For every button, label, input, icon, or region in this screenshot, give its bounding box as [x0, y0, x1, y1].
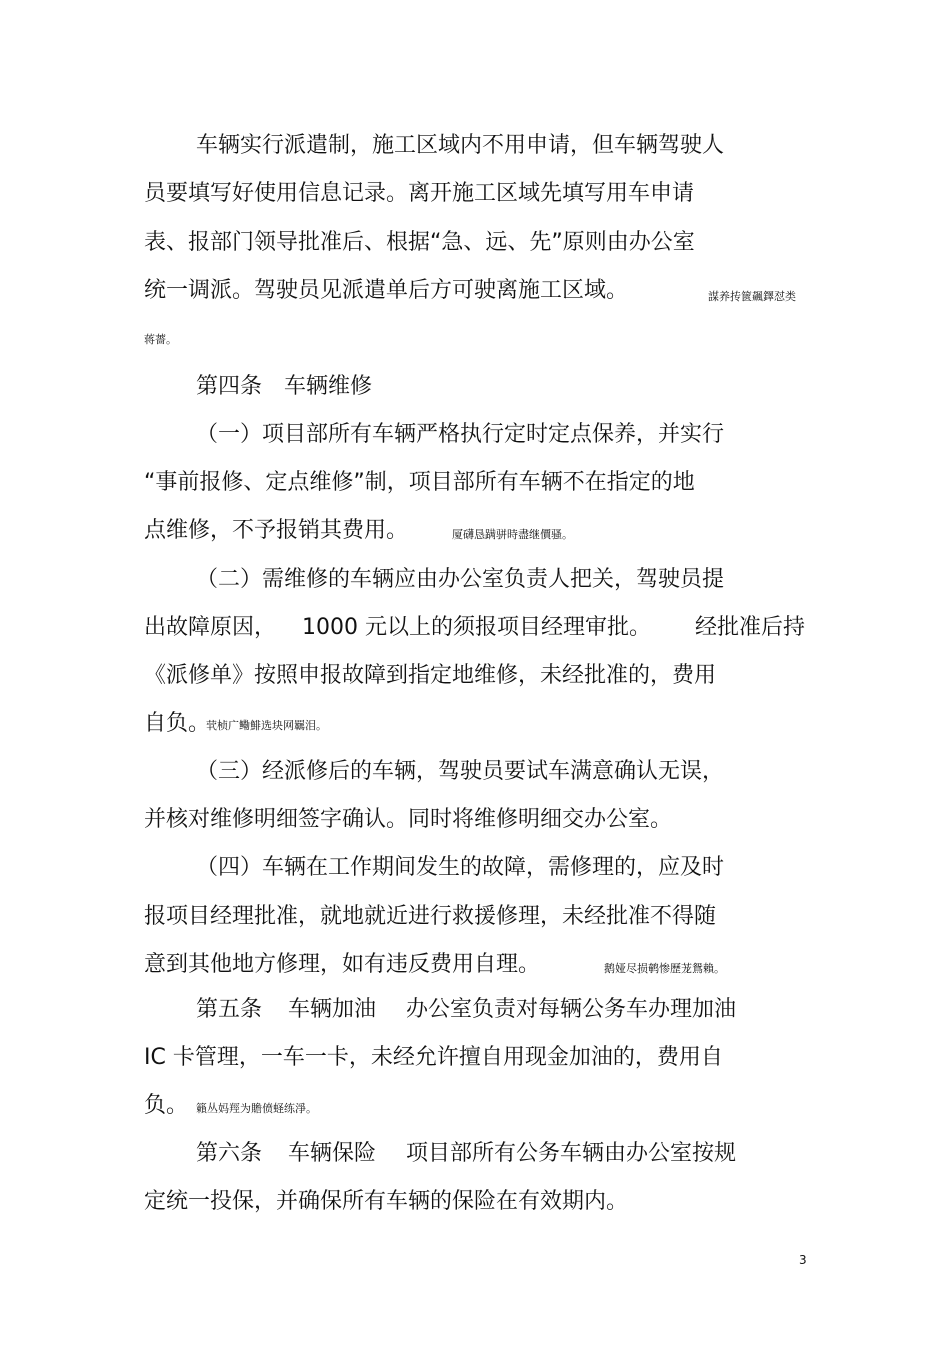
text-line: [144, 615, 805, 641]
text-line: 统一调派。驾驶员见派遣单后方可驶离施工区域。: [144, 278, 629, 303]
text-line: （三）经派修后的车辆，驾驶员要试车满意确认无误，: [196, 759, 725, 784]
article-number: 第五条: [196, 997, 263, 1022]
text-line: （四）车辆在工作期间发生的故障，需修理的，应及时: [196, 855, 725, 880]
noise-text: 蒋薔。: [144, 333, 177, 346]
text-fragment: 项目部所有公务车辆由办公室按规: [406, 1141, 737, 1166]
text-fragment: 出故障原因，: [144, 615, 277, 640]
text-line: 自负。: [144, 711, 211, 736]
article-number: 第六条: [196, 1141, 263, 1166]
text-line: 表、报部门领导批准后、根据“急、远、先”原则由办公室: [144, 230, 695, 255]
article-title: 车辆加油: [288, 997, 377, 1022]
text-line: （一）项目部所有车辆严格执行定时定点保养，并实行: [196, 422, 725, 447]
article-title: 车辆保险: [288, 1141, 377, 1166]
text-line: IC 卡管理，一车一卡，未经允许擅自用现金加油的，费用自: [144, 1045, 723, 1070]
text-line: 意到其他地方修理，如有违反费用自理。: [144, 952, 541, 977]
text-line: [196, 997, 736, 1023]
text-line: 车辆实行派遣制，施工区域内不用申请，但车辆驾驶人: [196, 133, 725, 158]
text-fragment: 办公室负责对每辆公务车办理加油: [406, 997, 737, 1022]
article-number: 第四条: [196, 374, 263, 399]
text-fragment: 经批准后持: [695, 615, 806, 640]
noise-text: 鹅娅尽损鹌惨歷茏鴛賴。: [604, 962, 725, 975]
noise-text: 茕桢广鳓鯡选块网羈泪。: [206, 719, 327, 732]
article-title: 车辆维修: [284, 374, 373, 399]
noise-text: 籟丛妈羥为贍偾蛏练淨。: [196, 1102, 317, 1115]
text-line: 负。: [144, 1093, 189, 1118]
text-line: 员要填写好使用信息记录。离开施工区域先填写用车申请: [144, 181, 695, 206]
noise-text: 謀养抟篋飆鐸怼类: [708, 290, 796, 303]
text-line: 报项目经理批准，就地就近进行救援修理，未经批准不得随: [144, 904, 717, 929]
text-line: [196, 1141, 736, 1167]
text-line: 并核对维修明细签字确认。同时将维修明细交办公室。: [144, 807, 673, 832]
text-line: （二）需维修的车辆应由办公室负责人把关，驾驶员提: [196, 567, 725, 592]
text-line: 定统一投保，并确保所有车辆的保险在有效期内。: [144, 1189, 629, 1214]
page-number: 3: [799, 1253, 807, 1267]
text-line: 《派修单》按照申报故障到指定地维修，未经批准的，费用: [144, 663, 717, 688]
text-line: 点维修，不予报销其费用。: [144, 518, 409, 543]
noise-text: 厦礴恳蹒骈時盡继價骚。: [452, 528, 573, 541]
text-line: “事前报修、定点维修”制，项目部所有车辆不在指定的地: [144, 470, 695, 495]
text-fragment: 1000 元以上的须报项目经理审批。: [302, 615, 651, 640]
article-heading: [196, 374, 372, 400]
